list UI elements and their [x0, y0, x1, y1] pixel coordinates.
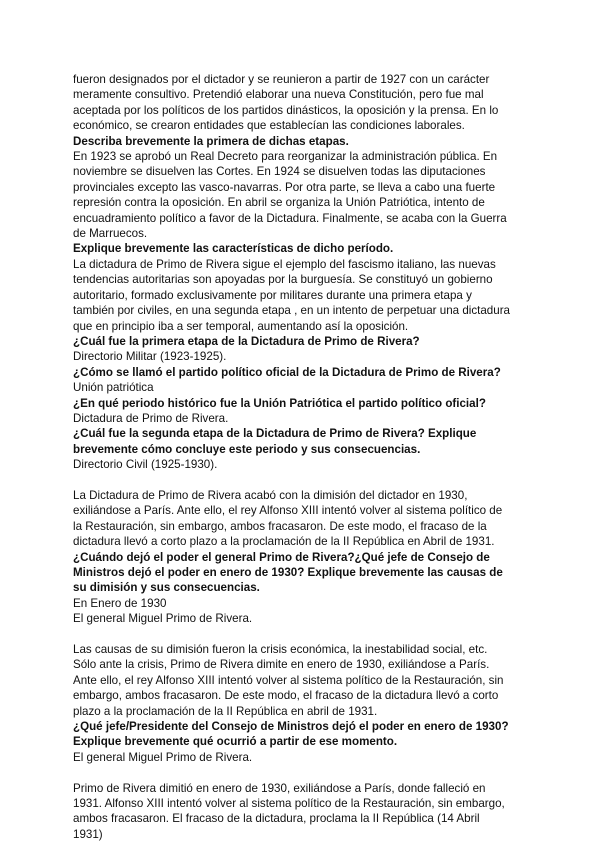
answer-paragraph: fueron designados por el dictador y se reunieron a partir de 1927 con un carácter meramente consultivo. Pretendió elaborar una nueva Constitución, pero fue mal aceptada por los políticos de los partidos dinásticos, la oposición y la prensa. En lo económico, se crearon entidades que establecían las condiciones laborales.	[73, 73, 499, 133]
answer-paragraph: El general Miguel Primo de Rivera.	[73, 612, 253, 626]
answer-paragraph: Directorio Militar (1923-1925).	[73, 350, 227, 364]
question-heading: ¿Cuándo dejó el poder el general Primo de Rivera?¿Qué jefe de Consejo de Ministros dejó el poder en enero de 1930? Explique brevemente las causas de su dimisión y sus consecuencias.	[73, 550, 503, 595]
answer-paragraph: Las causas de su dimisión fueron la crisis económica, la inestabilidad social, etc. Sólo ante la crisis, Primo de Rivera dimite en enero de 1930, exiliándose a París. Ante ello, el rey Alfonso XIII intentó volver al sistema político de la Restauración, sin embargo, ambos fracasaron. De este modo, el fracaso de la dictadura llevó a corto plazo a la proclamación de la II República en abril de 1931.	[73, 643, 504, 718]
answer-paragraph: Primo de Rivera dimitió en enero de 1930, exiliándose a París, donde falleció en 1931. Alfonso XIII intentó volver al sistema político de la Restauración, sin embargo, ambos fracasaron. El fracaso de la dictadura, proclama la II República (14 Abril 1931)	[73, 781, 505, 841]
answer-paragraph: Dictadura de Primo de Rivera.	[73, 411, 229, 425]
question-heading: ¿En qué periodo histórico fue la Unión Patriótica el partido político oficial?	[73, 396, 486, 410]
answer-paragraph: En 1923 se aprobó un Real Decreto para reorganizar la administración pública. En noviembre se disuelven las Cortes. En 1924 se disuelven todas las diputaciones provinciales excepto las vasco-navarras. Por otra parte, se lleva a cabo una fuerte represión contra la oposición. En abril se organiza la Unión Patriótica, intento de encuadramiento político a favor de la Dictadura. Finalmente, se acaba con la Guerra de Marruecos.	[73, 150, 507, 241]
question-heading: ¿Cuál fue la segunda etapa de la Dictadura de Primo de Rivera? Explique brevemente cómo concluye este periodo y sus consecuencias.	[73, 427, 477, 456]
answer-paragraph: Unión patriótica	[73, 381, 154, 395]
answer-paragraph: El general Miguel Primo de Rivera.	[73, 750, 253, 764]
blank-line	[73, 627, 510, 642]
answer-paragraph: La Dictadura de Primo de Rivera acabó con la dimisión del dictador en 1930, exiliándose a París. Ante ello, el rey Alfonso XIII intentó volver al sistema político de la Restauración, sin embargo, ambos fracasaron. De este modo, el fracaso de la dictadura llevó a corto plazo a la proclamación de la II República en Abril de 1931.	[73, 488, 503, 549]
question-heading: ¿Cuál fue la primera etapa de la Dictadura de Primo de Rivera?	[73, 334, 420, 348]
question-heading: Describa brevemente la primera de dichas etapas.	[73, 134, 349, 148]
blank-line	[73, 473, 510, 488]
question-heading: ¿Cómo se llamó el partido político oficial de la Dictadura de Primo de Rivera?	[73, 365, 501, 379]
answer-paragraph: En Enero de 1930	[73, 596, 167, 610]
answer-paragraph: La dictadura de Primo de Rivera sigue el ejemplo del fascismo italiano, las nuevas tendencias autoritarias son apoyadas por la burguesía. Se constituyó un gobierno autoritario, formado exclusivamente por militares durante una primera etapa y también por civiles, en una segunda etapa , en un intento de perpetuar una dictadura que en principio iba a ser temporal, aumentando así la oposición.	[73, 257, 511, 333]
question-heading: ¿Qué jefe/Presidente del Consejo de Ministros dejó el poder en enero de 1930? Explique brevemente qué ocurrió a partir de ese momento.	[73, 720, 509, 749]
answer-paragraph: Directorio Civil (1925-1930).	[73, 458, 218, 472]
blank-line	[73, 765, 510, 780]
question-heading: Explique brevemente las características de dicho período.	[73, 242, 394, 256]
